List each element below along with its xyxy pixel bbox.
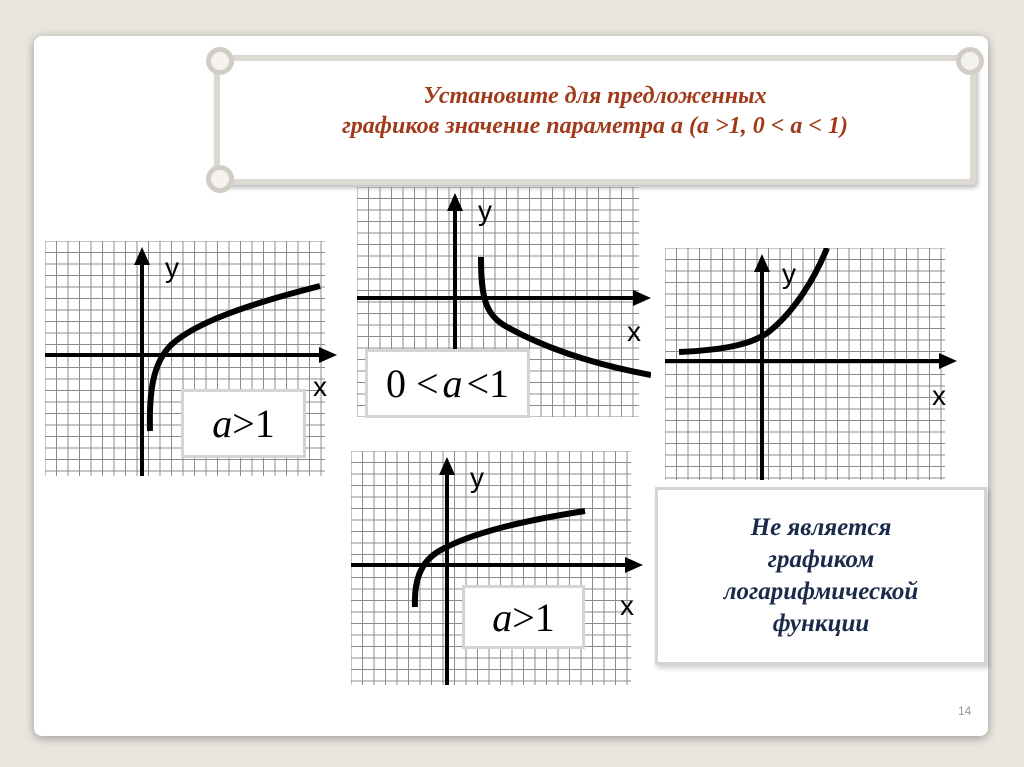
x-axis-arrow-icon xyxy=(625,557,643,573)
y-axis-arrow-icon xyxy=(439,457,455,475)
note-line-4: функции xyxy=(772,610,870,637)
title-scroll xyxy=(214,55,976,185)
page-number: 14 xyxy=(958,704,972,718)
x-axis-label: x xyxy=(627,316,641,347)
scroll-curl-icon xyxy=(206,165,234,193)
formula-var: a xyxy=(492,594,513,640)
scroll-curl-icon xyxy=(956,47,984,75)
formula-box-a-greater-1 xyxy=(462,585,585,649)
x-axis-label: x xyxy=(932,380,946,411)
y-axis-label: y xyxy=(782,258,796,289)
x-axis-arrow-icon xyxy=(939,353,957,369)
title-line-2: графиков значение параметра а (а >1, 0 < а < 1) xyxy=(341,113,849,139)
title-line-1: Установите для предложенных xyxy=(423,83,767,109)
scroll-curl-icon xyxy=(206,47,234,75)
note-line-2: графиком xyxy=(767,546,875,573)
formula-box-a-between-0-1 xyxy=(365,349,530,418)
graph-log-increasing-bottom xyxy=(351,451,643,685)
grid xyxy=(351,451,631,685)
y-axis-arrow-icon xyxy=(754,254,770,272)
graph-canvas xyxy=(351,451,643,685)
y-axis-label: y xyxy=(165,252,179,283)
formula-rest: <1 xyxy=(466,361,510,406)
formula-var: a xyxy=(212,401,233,446)
not-log-function-note xyxy=(655,487,987,665)
curve-exponential xyxy=(679,248,827,352)
y-axis-arrow-icon xyxy=(134,247,150,265)
formula-prefix: 0 < xyxy=(385,361,439,406)
formula-rest: >1 xyxy=(512,594,555,640)
y-axis-label: y xyxy=(470,462,484,493)
grid xyxy=(665,248,945,480)
formula-rest: >1 xyxy=(232,401,275,446)
x-axis-label: x xyxy=(620,590,634,621)
x-axis-arrow-icon xyxy=(319,347,337,363)
note-line-1: Не является xyxy=(750,514,892,541)
page-title xyxy=(220,81,970,141)
x-axis-label: x xyxy=(313,371,327,402)
graph-exponential-right xyxy=(665,248,957,480)
graph-canvas xyxy=(665,248,957,480)
formula-box-a-greater-1 xyxy=(181,389,306,458)
formula-var: a xyxy=(442,361,463,406)
note-line-3: логарифмической xyxy=(723,578,919,605)
y-axis-label: y xyxy=(478,195,492,226)
x-axis-arrow-icon xyxy=(633,290,651,306)
